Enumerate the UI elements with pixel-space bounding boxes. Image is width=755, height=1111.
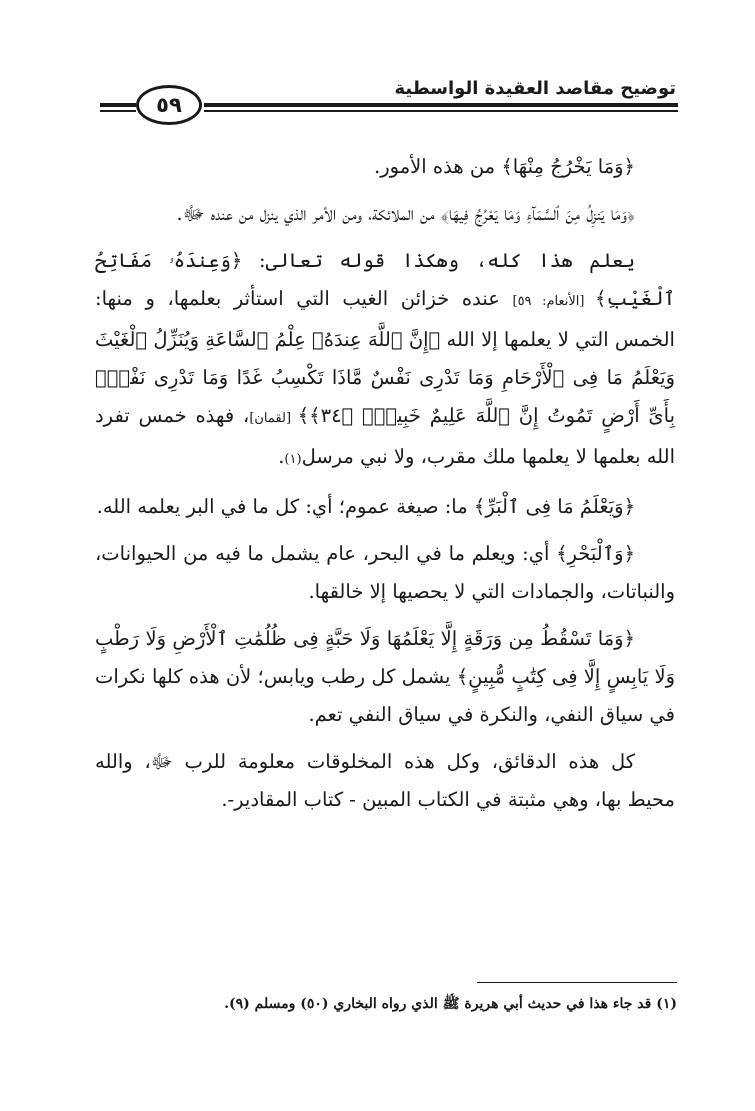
- paragraph: [95, 488, 675, 526]
- paragraph: [95, 242, 675, 479]
- body-text: عنده خزائن الغيب التي استأثر بعلمها، و منها: الخمس التي لا يعلمها إلا الله: [95, 287, 675, 351]
- body-text: يعلم هذا كله، وهكذا قوله تعالى:: [242, 249, 635, 272]
- paragraph: [95, 148, 675, 186]
- quran-verse: ﴿وَمَا تَسْقُطُ مِن وَرَقَةٍ إِلَّا يَعْلَمُهَا وَلَا حَبَّةٍ فِى ظُلُمَٰتِ ٱلْأَرْضِ وَلَا رَطْبٍ وَلَا يَابِسٍ إِلَّا فِى كِتَٰبٍ مُّبِينٍ﴾: [95, 627, 675, 688]
- quran-verse: ﴿وَعِندَهُۥ مَفَاتِحُ ٱلْغَيْبِ﴾: [95, 249, 675, 310]
- paragraph: [95, 535, 675, 611]
- reference: [الأنعام: ٥٩]: [512, 294, 596, 309]
- body-text: ، فهذه خمس تفرد الله بعلمها لا يعلمها ملك مقرب، ولا نبي مرسل: [95, 404, 675, 468]
- header-rule-thin: [204, 110, 678, 112]
- body-text: كل هذه الدقائق، وكل هذه المخلوقات معلومة للرب ﷻ، والله محيط بها، وهي مثبتة في الكتاب المبين - كتاب المقادير-.: [95, 750, 675, 811]
- page-header: [100, 68, 678, 123]
- body-text: يشمل كل رطب ويابس؛ لأن هذه كلها نكرات في سياق النفي، والنكرة في سياق النفي تعم.: [95, 665, 675, 726]
- body-text: أي: ويعلم ما في البحر، عام يشمل ما فيه من الحيوانات، والنباتات، والجمادات التي لا يحصيها إلا خالقها.: [95, 542, 675, 603]
- quran-verse: ﴿وَيَعْلَمُ مَا فِى ٱلْبَرِّ﴾: [473, 495, 635, 518]
- header-rule-thick: [204, 103, 678, 107]
- body-text: من هذه الأمور.: [374, 155, 502, 178]
- quran-verse: ﴿وَمَا يَخْرُجُ مِنْهَا﴾: [501, 155, 635, 178]
- body-text: من الملائكة، ومن الأمر الذي ينزل من عنده ﷻ.: [176, 202, 441, 225]
- body-text: ما: صيغة عموم؛ أي: كل ما في البر يعلمه الله.: [96, 495, 474, 518]
- footnote: (١) قد جاء هذا في حديث أبي هريرة ﷺ الذي رواه البخاري (٥٠) ومسلم (٩).: [224, 996, 677, 1012]
- book-title: توضيح مقاصد العقيدة الواسطية: [394, 78, 676, 99]
- body-text: .: [278, 445, 285, 468]
- paragraph: [95, 743, 675, 819]
- paragraph: [95, 195, 675, 233]
- reference: (١): [284, 452, 302, 467]
- footnote-divider: [477, 982, 677, 983]
- quran-verse: ﴿إِنَّ ٱللَّهَ عِندَهُۥ عِلْمُ ٱلسَّاعَةِ وَيُنَزِّلُ ٱلْغَيْثَ وَيَعْلَمُ مَا فِى ٱلْأَرْحَامِ وَمَا تَدْرِى نَفْسٌ مَّاذَا تَكْسِبُ غَدًا وَمَا تَدْرِى نَفْسٌۢ بِأَىِّ أَرْضٍ تَمُوتُ إِنَّ ٱللَّهَ عَلِيمٌ خَبِيرٌۢ ﴿٣٤﴾﴾: [95, 328, 676, 427]
- quran-verse: ﴿وَمَا يَنزِلُ مِنَ ٱلسَّمَآءِ وَمَا يَعْرُجُ فِيهَا﴾: [440, 202, 635, 225]
- page-number-badge: ٥٩: [136, 85, 202, 125]
- header-rule-left-thin: [100, 110, 136, 112]
- header-rule-left: [100, 103, 136, 107]
- page-body: [95, 148, 675, 828]
- paragraph: [95, 620, 675, 734]
- reference: [لقمان]: [249, 411, 298, 426]
- quran-verse: ﴿وَٱلْبَحْرِ﴾: [556, 542, 635, 565]
